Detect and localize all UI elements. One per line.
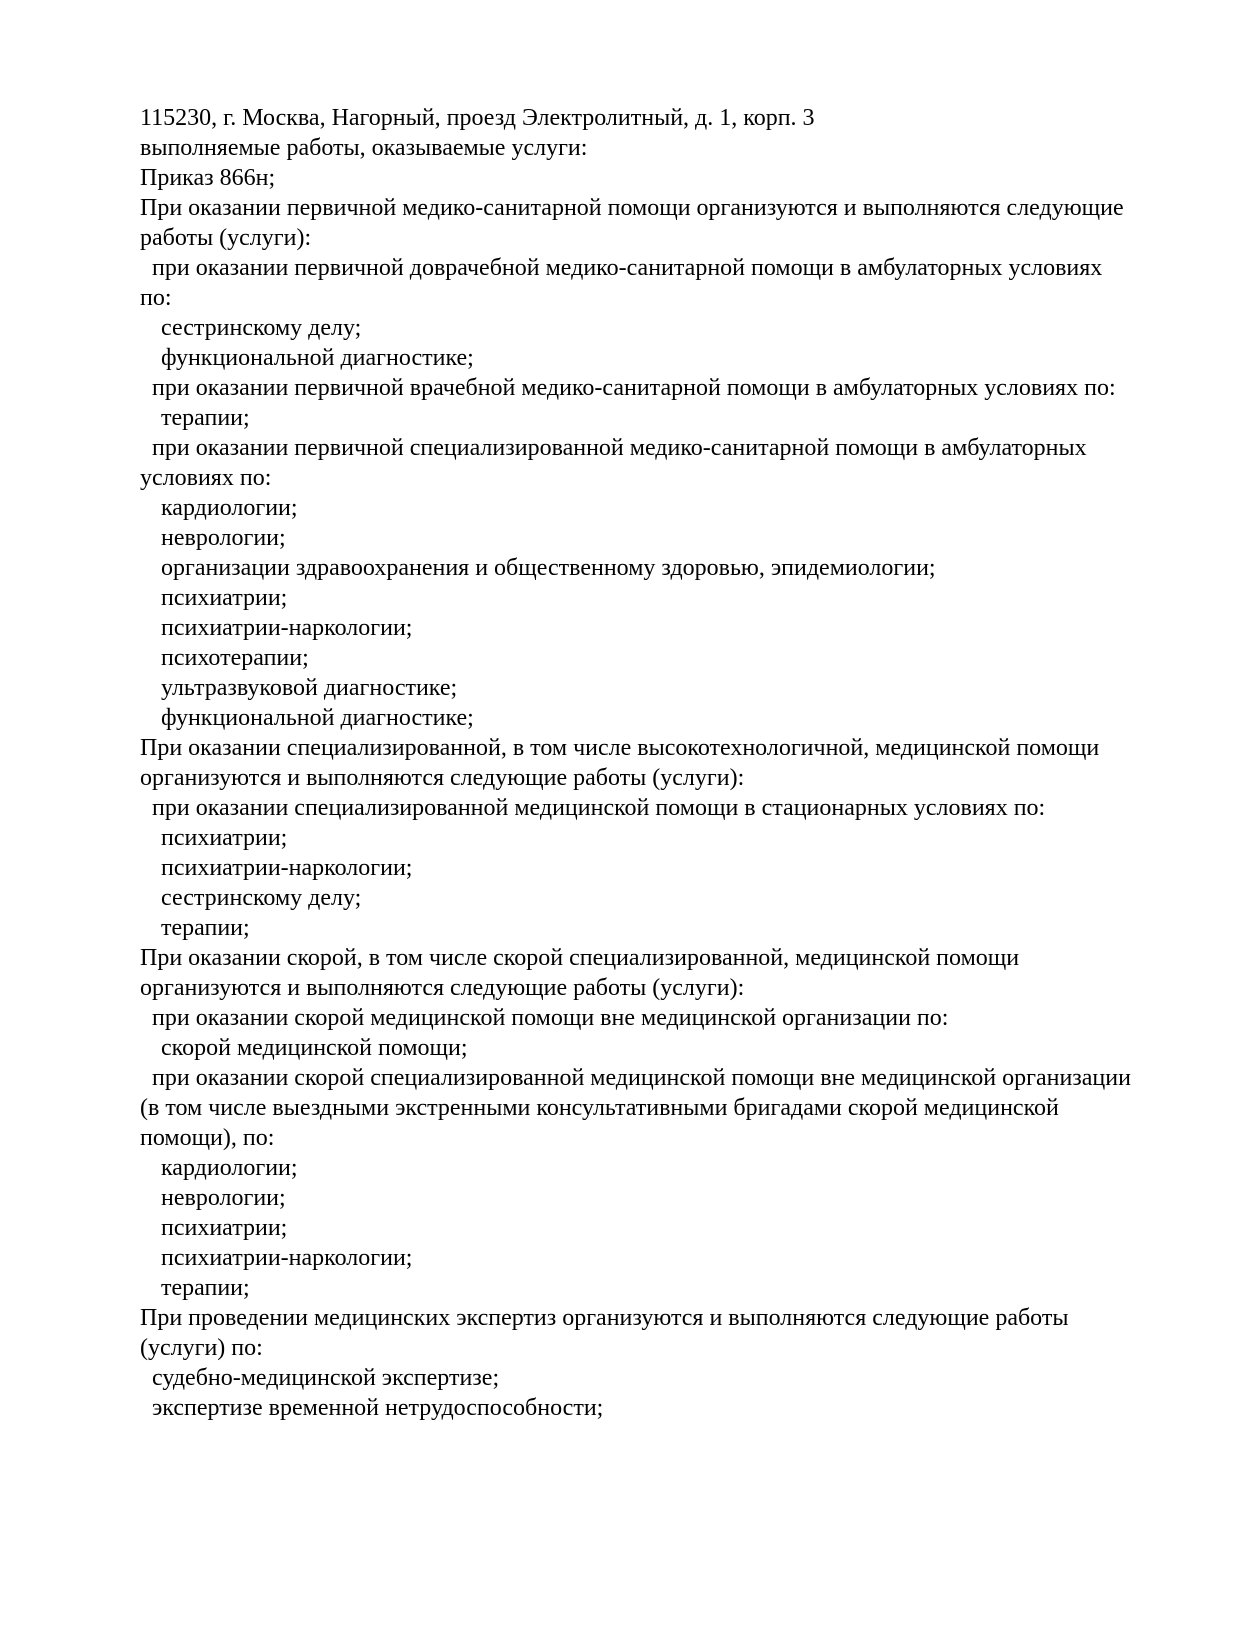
document-line: организуются и выполняются следующие работы (услуги):: [140, 765, 745, 791]
document-line: неврологии;: [161, 525, 286, 551]
document-line: сестринскому делу;: [161, 885, 362, 911]
document-line: сестринскому делу;: [161, 315, 362, 341]
document-line: функциональной диагностике;: [161, 345, 474, 371]
document-line: При оказании первичной медико-санитарной помощи организуются и выполняются следующие: [140, 195, 1124, 221]
document-line: при оказании первичной врачебной медико-санитарной помощи в амбулаторных условиях по:: [152, 375, 1116, 401]
document-line: при оказании специализированной медицинской помощи в стационарных условиях по:: [152, 795, 1046, 821]
document-line: ультразвуковой диагностике;: [161, 675, 458, 701]
document-line: При проведении медицинских экспертиз организуются и выполняются следующие работы: [140, 1305, 1069, 1331]
document-line: выполняемые работы, оказываемые услуги:: [140, 135, 588, 161]
document-body: [140, 103, 1131, 1423]
document-line: скорой медицинской помощи;: [161, 1035, 468, 1061]
document-line: неврологии;: [161, 1185, 286, 1211]
document-line: судебно-медицинской экспертизе;: [152, 1365, 500, 1391]
document-line: по:: [140, 285, 172, 311]
document-line: психиатрии;: [161, 585, 288, 611]
document-line: кардиологии;: [161, 1155, 298, 1181]
document-line: при оказании скорой медицинской помощи вне медицинской организации по:: [152, 1005, 949, 1031]
document-line: психотерапии;: [161, 645, 309, 671]
document-line: психиатрии-наркологии;: [161, 855, 413, 881]
document-line: терапии;: [161, 1275, 250, 1301]
document-line: при оказании скорой специализированной медицинской помощи вне медицинской организации: [152, 1065, 1131, 1091]
document-line: условиях по:: [140, 465, 272, 491]
document-line: терапии;: [161, 405, 250, 431]
document-line: организуются и выполняются следующие работы (услуги):: [140, 975, 745, 1001]
document-line: экспертизе временной нетрудоспособности;: [152, 1395, 604, 1421]
document-line: при оказании первичной доврачебной медико-санитарной помощи в амбулаторных условиях: [152, 255, 1103, 281]
document-line: при оказании первичной специализированной медико-санитарной помощи в амбулаторных: [152, 435, 1087, 461]
document-line: 115230, г. Москва, Нагорный, проезд Электролитный, д. 1, корп. 3: [140, 105, 815, 131]
document-line: психиатрии;: [161, 1215, 288, 1241]
document-line: психиатрии;: [161, 825, 288, 851]
document-line: функциональной диагностике;: [161, 705, 474, 731]
document-line: терапии;: [161, 915, 250, 941]
document-line: психиатрии-наркологии;: [161, 615, 413, 641]
document-line: Приказ 866н;: [140, 165, 276, 191]
document-line: работы (услуги):: [140, 225, 312, 251]
document-line: При оказании скорой, в том числе скорой специализированной, медицинской помощи: [140, 945, 1020, 971]
document-line: При оказании специализированной, в том числе высокотехнологичной, медицинской помощи: [140, 735, 1100, 761]
document-line: (в том числе выездными экстренными консультативными бригадами скорой медицинской: [140, 1095, 1059, 1121]
document-line: (услуги) по:: [140, 1335, 263, 1361]
document-line: организации здравоохранения и общественному здоровью, эпидемиологии;: [161, 555, 936, 581]
document-line: помощи), по:: [140, 1125, 275, 1151]
document-line: психиатрии-наркологии;: [161, 1245, 413, 1271]
document-line: кардиологии;: [161, 495, 298, 521]
